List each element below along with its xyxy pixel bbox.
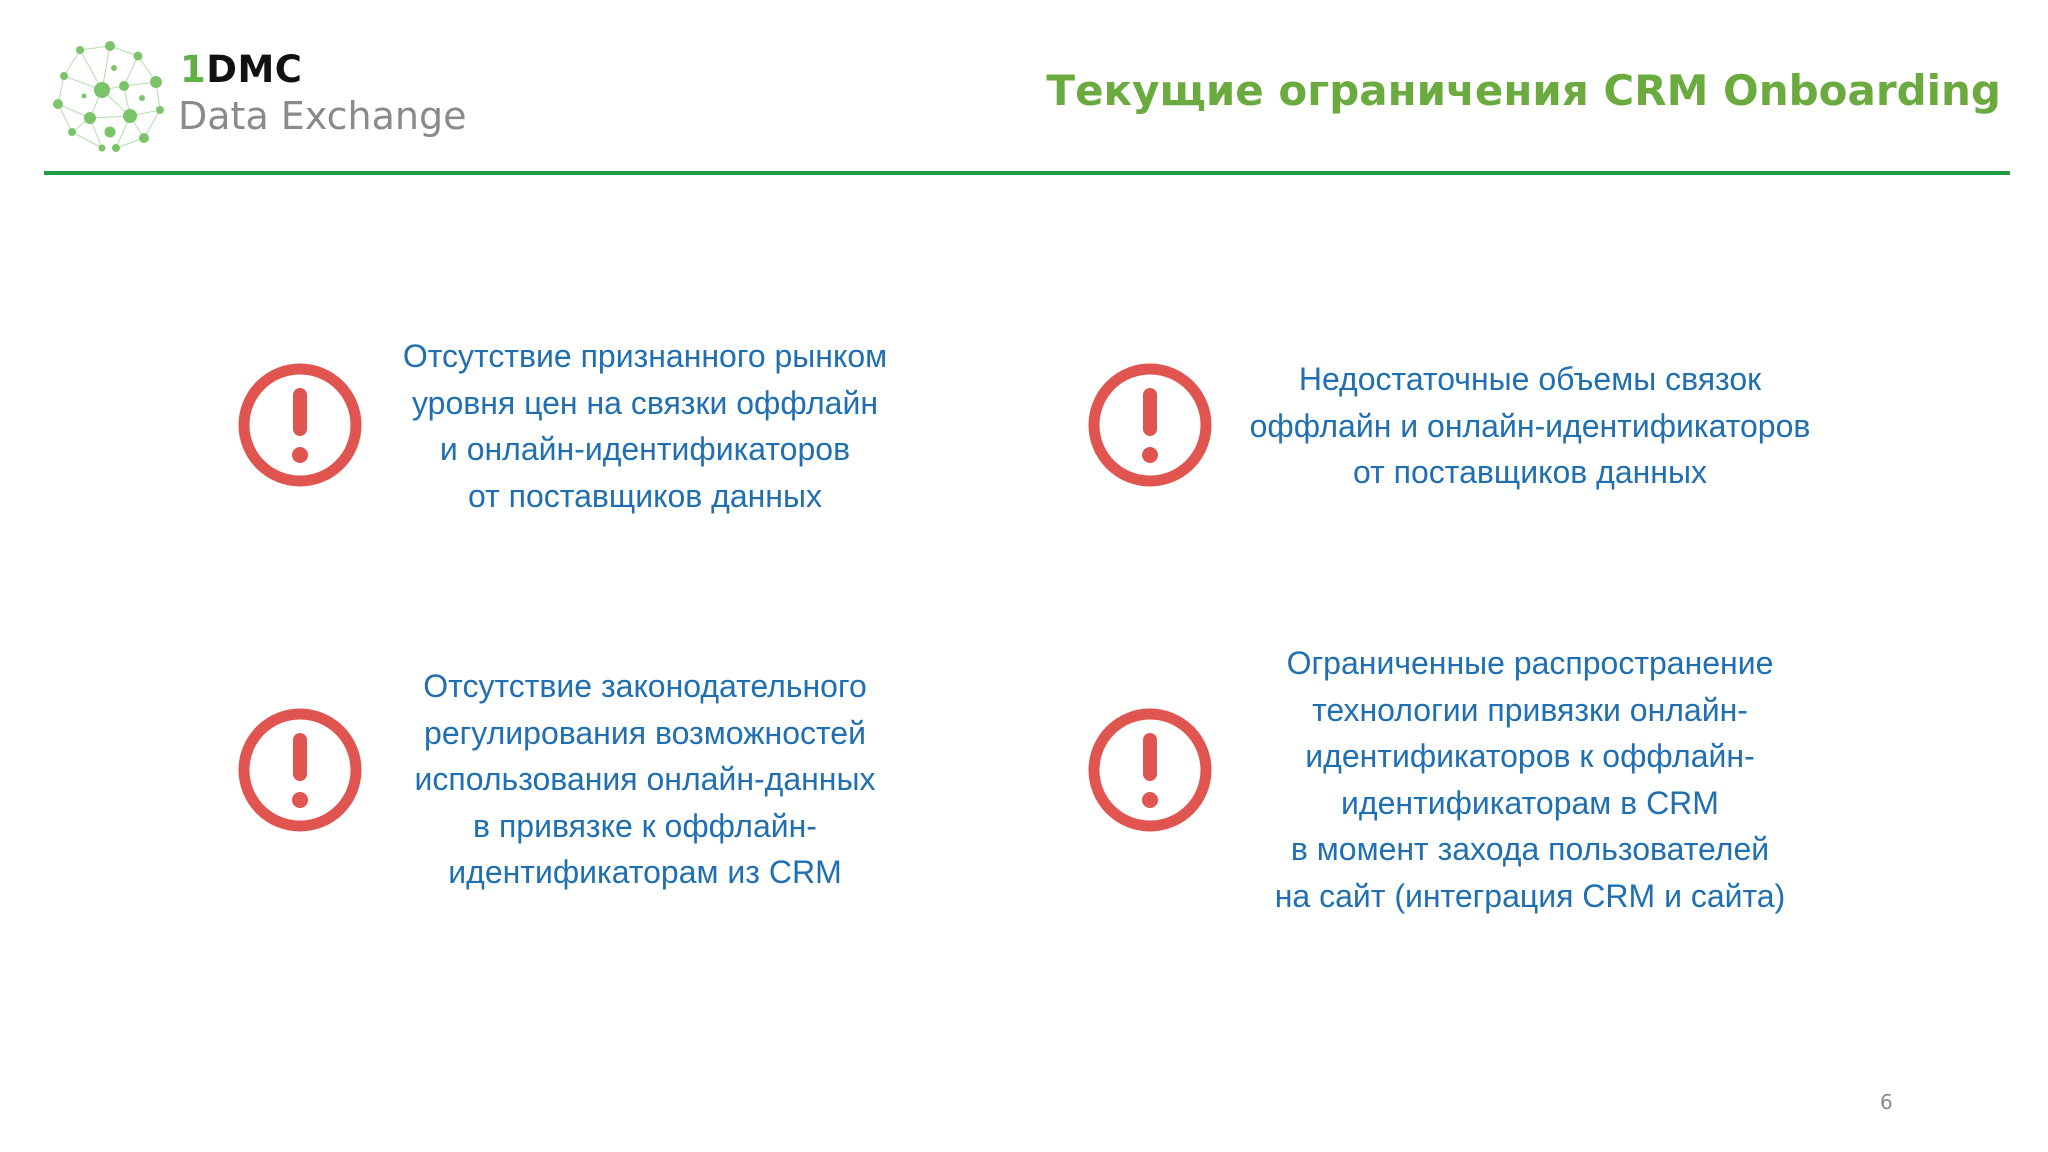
- item-line: Отсутствие признанного рынком: [402, 338, 888, 374]
- item-line: технологии привязки онлайн-: [1312, 691, 1748, 728]
- item-line: уровня цен на связки оффлайн: [412, 384, 878, 421]
- limitation-item-volumes: [1210, 356, 1850, 496]
- item-line: от поставщиков данных: [468, 477, 822, 514]
- item-line: Ограниченные распространение: [1286, 645, 1774, 681]
- item-line: от поставщиков данных: [1353, 454, 1707, 490]
- logo-brand: [180, 48, 302, 91]
- exclamation-circle-icon: [1085, 705, 1215, 835]
- item-line: на сайт (интеграция CRM и сайта): [1274, 877, 1786, 914]
- limitation-item-technology: [1210, 640, 1850, 919]
- logo: [50, 38, 490, 158]
- item-line: идентификаторам в CRM: [1341, 784, 1719, 821]
- header-divider: [44, 171, 2010, 175]
- page-title: Текущие ограничения CRM Onboarding: [1046, 66, 2001, 115]
- logo-subtitle: Data Exchange: [178, 94, 467, 138]
- item-line: идентификаторам из CRM: [448, 854, 842, 890]
- item-line: регулирования возможностей: [424, 714, 866, 751]
- logo-brand-name: DMC: [206, 48, 303, 91]
- item-line: использования онлайн-данных: [414, 761, 876, 797]
- page-number: 6: [1880, 1090, 1893, 1114]
- item-line: в привязке к оффлайн-: [473, 807, 817, 844]
- item-line: в момент захода пользователей: [1290, 831, 1770, 867]
- item-line: идентификаторов к оффлайн-: [1305, 738, 1755, 774]
- item-line: оффлайн и онлайн-идентификаторов: [1249, 407, 1811, 444]
- item-line: Отсутствие законодательного: [423, 668, 867, 704]
- limitation-item-price-level: [325, 333, 965, 519]
- logo-brand-accent: 1: [180, 48, 207, 91]
- item-line: Недостаточные объемы связок: [1298, 361, 1762, 397]
- item-line: и онлайн-идентификаторов: [439, 431, 851, 467]
- exclamation-circle-icon: [1085, 360, 1215, 490]
- limitation-item-regulation: [325, 663, 965, 896]
- network-logo-icon: [50, 38, 170, 158]
